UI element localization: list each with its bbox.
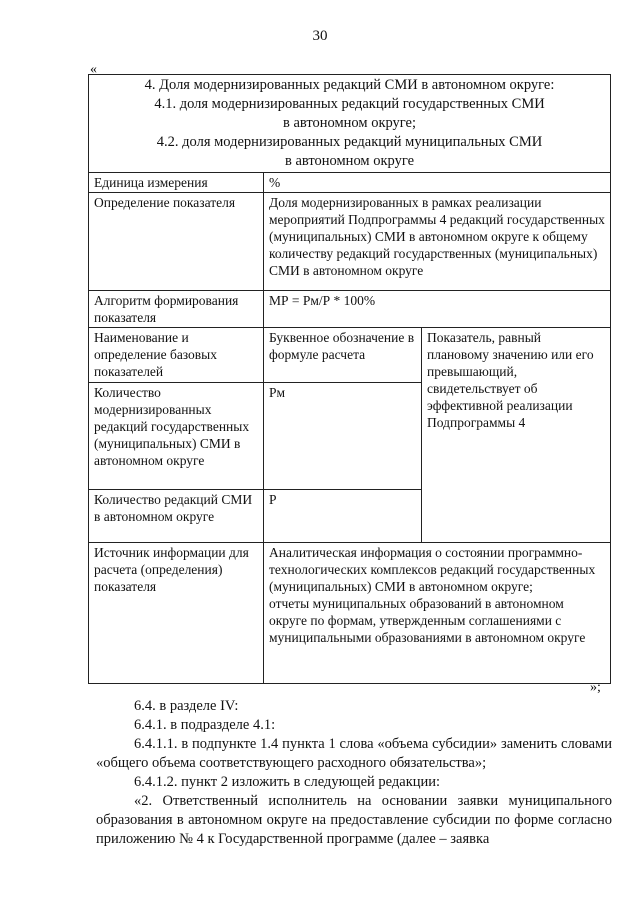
base-indicators-label: Наименование и определение базовых показателей (89, 328, 264, 383)
modernized-count-symbol: Рм (264, 383, 422, 490)
table-row (89, 291, 611, 328)
header-line: 4. Доля модернизированных редакций СМИ в автономном округе: (144, 77, 555, 93)
source-label: Источник информации для расчета (определения) показателя (89, 543, 264, 684)
closing-quote-mark: »; (590, 680, 601, 695)
source-value (264, 543, 611, 684)
paragraph: 6.4. в разделе IV: (134, 698, 239, 714)
table-row (89, 193, 611, 291)
header-line: 4.2. доля модернизированных редакций муниципальных СМИ (156, 134, 543, 150)
total-count-label: Количество редакций СМИ в автономном округе (89, 490, 264, 543)
paragraph: «2. Ответственный исполнитель на основании заявки муниципального образования в автономном округе на предоставление субсидии по форме согласно приложению № 4 к Государственной программе (далее – заявка (96, 793, 612, 847)
header-line: в автономном округе; (282, 115, 417, 131)
paragraph: 6.4.1.1. в подпункте 1.4 пункта 1 слова «объема субсидии» заменить словами «общего объема соответствующего расходного обязательства»; (96, 736, 612, 771)
definition-value: Доля модернизированных в рамках реализации мероприятий Подпрограммы 4 редакций государственных (муниципальных) СМИ в автономном округе к общему количеству редакций государственных (муниципальных) СМИ в автономном округе (264, 193, 611, 291)
header-line: в автономном округе (284, 153, 415, 169)
evaluation-note: Показатель, равный плановому значению или его превышающий, свидетельствует об эффективной реализации Подпрограммы 4 (422, 328, 611, 543)
unit-label: Единица измерения (89, 173, 264, 193)
modernized-count-label: Количество модернизированных редакций государственных (муниципальных) СМИ в автономном округе (89, 383, 264, 490)
symbol-label: Буквенное обозначение в формуле расчета (264, 328, 422, 383)
page-number: 30 (312, 28, 328, 44)
document-body (96, 697, 612, 849)
indicator-passport-table (88, 74, 611, 684)
definition-label: Определение показателя (89, 193, 264, 291)
algorithm-label: Алгоритм формирования показателя (89, 291, 264, 328)
algorithm-value: МР = Рм/Р * 100% (264, 291, 611, 328)
unit-value: % (264, 173, 611, 193)
table-row (89, 173, 611, 193)
table-row (89, 328, 611, 383)
paragraph: 6.4.1. в подразделе 4.1: (134, 717, 276, 733)
table-row (89, 543, 611, 684)
table-header-cell (89, 75, 611, 173)
header-line: 4.1. доля модернизированных редакций государственных СМИ (154, 96, 545, 112)
total-count-symbol: Р (264, 490, 422, 543)
source-text: Аналитическая информация о состоянии программно-технологических комплексов редакций государственных (муниципальных) СМИ в автономном округе; (269, 545, 596, 594)
opening-quote-mark: « (90, 62, 97, 77)
paragraph: 6.4.1.2. пункт 2 изложить в следующей редакции: (134, 774, 441, 790)
source-text: отчеты муниципальных образований в автономном округе по формам, утвержденным соглашениями с муниципальными образованиями в автономном округе (269, 596, 586, 645)
table-header-row (89, 75, 611, 173)
